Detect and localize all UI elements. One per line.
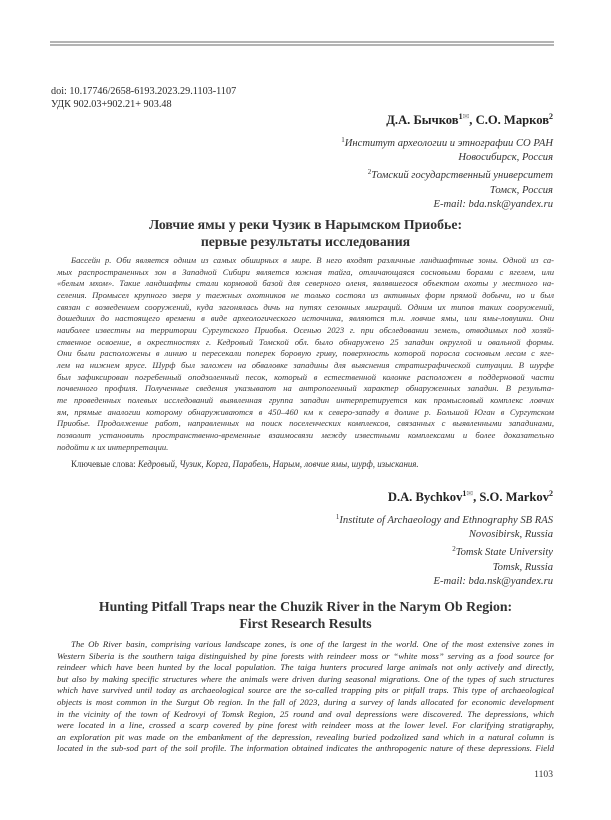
- email-line: [341, 198, 553, 212]
- affiliation-line: Томск, Россия: [489, 184, 553, 196]
- title-line: Hunting Pitfall Traps near the Chuzik River in the Narym Ob Region:: [98, 599, 513, 614]
- abstract-line: ям, прямые аналогии которому обнаруживаются в 450–460 км к северо-западу в долине р. Большой Юган в Сургутском: [57, 406, 554, 417]
- affiliation-line: $^2$Tomsk State University: [452, 545, 553, 559]
- page-number: 1103: [534, 769, 553, 780]
- abstract-line: был зафиксирован погребенный оподзоленный песок, который в естественной колонке расположен в поддерновой части: [57, 371, 554, 382]
- affiliation-line: Tomsk, Russia: [492, 561, 553, 573]
- author-1-affil-sup: 1: [462, 489, 467, 498]
- affiliation-line: Novosibirsk, Russia: [468, 529, 553, 541]
- author-2-name: S.O. Markov: [479, 490, 549, 504]
- abstract-line: but also by making specific structures where the animals were driven during seasonal migrations. One of the types of such structures: [57, 673, 554, 684]
- abstract-line: The Ob River basin, comprising various landscape zones, is one of the largest in the world. One of the most extensive zones in: [71, 639, 554, 649]
- author-2-affil-sup: 2: [549, 112, 553, 121]
- keywords-label: Ключевые слова:: [71, 459, 138, 469]
- abstract-line: «белым мхом». Такие ландшафты стали кормовой базой для северного оленя, являвшегося объектом охоты у местного на-: [57, 278, 554, 289]
- abstract-line: те проведенных полевых исследований выявленная группа западин интерпретируется как промысловый комплекс ловчих: [57, 394, 554, 405]
- abstract-line: Приобье. Продолжение работ, направленных на поиск поселенческих комплексов, связанных с выявленными западинами,: [57, 418, 554, 429]
- title-line: First Research Results: [239, 616, 372, 631]
- doi[interactable]: doi: 10.17746/2658-6193.2023.29.1103-1107: [51, 86, 237, 97]
- udk: УДК 902.03+902.21+ 903.48: [51, 99, 172, 110]
- abstract-line: селения. Промысел крупного зверя у таежных охотников не только состоял из активных форм прямой добычи, но и был: [57, 289, 554, 300]
- title-en: [50, 598, 561, 632]
- title-line: первые результаты исследования: [200, 234, 411, 249]
- affiliations-en: [336, 510, 553, 589]
- abstract-line: Western Siberia is the southern taiga distinguished by pine forests with reindeer moss or “white moss” serving as a food source for: [57, 650, 554, 661]
- authors-ru: [386, 112, 553, 128]
- header-rule-bottom: [50, 44, 554, 46]
- affiliation-line: $^2$Томский государственный университет: [367, 168, 553, 182]
- abstract-line: were located in a line, crossed a scarp covered by pine forest with reindeer moss at the lower level. For clarifying stratigraphy,: [57, 720, 554, 731]
- abstract-en: [57, 639, 554, 755]
- abstract-line: связан с возведением сооружений, куда загонялась дичь на путях сезонных миграций. Одним их типов таких сооружений,: [57, 301, 554, 312]
- abstract-line: ственное освоение, в окрестностях г. Кедровый Томской обл. было обнаружено 25 западин округлой и овальной формы.: [57, 336, 554, 347]
- abstract-line: Бассейн р. Оби является одним из самых обширных в мире. В него входят различные ландшафтные зоны. Одной из са-: [71, 255, 554, 265]
- abstract-line: дошедших до настоящего времени в виде археологического источника, являются т.н. ловчие ямы, или ямы-ловушки. Они: [57, 313, 554, 324]
- abstract-line: objects is most common in the Surgut Ob region. In the fall of 2023, during a survey of lands allocated for economic development: [57, 696, 554, 707]
- abstract-line: Они были расположены в линию и пересекали поперек боровую гриву, поверхность которой поросла сосновым лесом с яге-: [57, 348, 554, 359]
- abstract-line: in the vicinity of the town of Kedrovyi of Tomsk Region, 25 round and oval depressions were discovered. The depressions, which: [57, 708, 554, 719]
- abstract-line: an exploration pit was made on the embankment of the depression, revealing buried podzolized sand which in a natural column is: [57, 731, 554, 742]
- abstract-line: позволит установить пространственно-временные взаимосвязи между известными комплексами и более доказательно: [57, 429, 554, 440]
- abstract-line: наиболее известны на территории Сургутского Приобья. Осенью 2023 г. при обследовании земель, отводимых под хозяй-: [57, 324, 554, 335]
- abstract-line: located in the sub-sod part of the soil profile. The information obtained indicates the anthropogenic nature of these depressions. Field: [57, 743, 554, 754]
- author-separator: ,: [469, 113, 476, 127]
- author-1-name: D.A. Bychkov: [387, 490, 463, 504]
- authors-en: [388, 489, 553, 505]
- abstract-line: which have survived until today as archaeological source are the so-called trapping pits or pitfall traps. This type of archaeological: [57, 685, 554, 696]
- mail-icon[interactable]: ✉: [466, 489, 474, 498]
- abstract-line: почвенного профиля. Полученные сведения указывают на антропогенный характер обнаруженных западин. В результа-: [57, 383, 554, 394]
- author-1-affil-sup: 1: [458, 112, 463, 121]
- author-2-name: С.О. Марков: [475, 113, 549, 127]
- affiliation-line: $^1$Institute of Archaeology and Ethnography SB RAS: [335, 513, 553, 526]
- affiliation-line: Новосибирск, Россия: [458, 152, 553, 164]
- email[interactable]: E-mail: bda.nsk@yandex.ru: [433, 198, 553, 210]
- article-meta: [51, 85, 236, 111]
- author-separator: ,: [473, 490, 480, 504]
- header-rule-top: [50, 41, 554, 43]
- email-line: [336, 575, 553, 589]
- affiliation-line: $^1$Институт археологии и этнографии СО РАН: [341, 136, 553, 149]
- keywords-list: Кедровый, Чузик, Корга, Парабель, Нарым, ловчие ямы, шурф, изыскания.: [137, 459, 419, 469]
- affiliations-ru: [341, 133, 553, 212]
- keywords-ru: [71, 459, 419, 469]
- abstract-line: reindeer which have been hunted by the local population. The taiga hunters procured large animals not only actively and directly,: [57, 662, 554, 673]
- abstract-line: лем на нижнем ярусе. Шурф был заложен на обваловке западины для выяснения стратиграфической ситуации. В шурфе: [57, 359, 554, 370]
- author-2-affil-sup: 2: [549, 489, 553, 498]
- abstract-ru: [57, 255, 554, 453]
- mail-icon[interactable]: ✉: [462, 112, 470, 121]
- email[interactable]: E-mail: bda.nsk@yandex.ru: [433, 575, 553, 587]
- abstract-line: подойти к их интерпретации.: [57, 441, 169, 452]
- abstract-line: мых распространенных зон в Западной Сибири является южная тайга, отличающаяся сосновыми борами с ягелем, или: [57, 266, 554, 277]
- title-line: Ловчие ямы у реки Чузик в Нарымском Приобье:: [148, 217, 463, 232]
- author-1-name: Д.А. Бычков: [386, 113, 459, 127]
- title-ru: [50, 216, 561, 250]
